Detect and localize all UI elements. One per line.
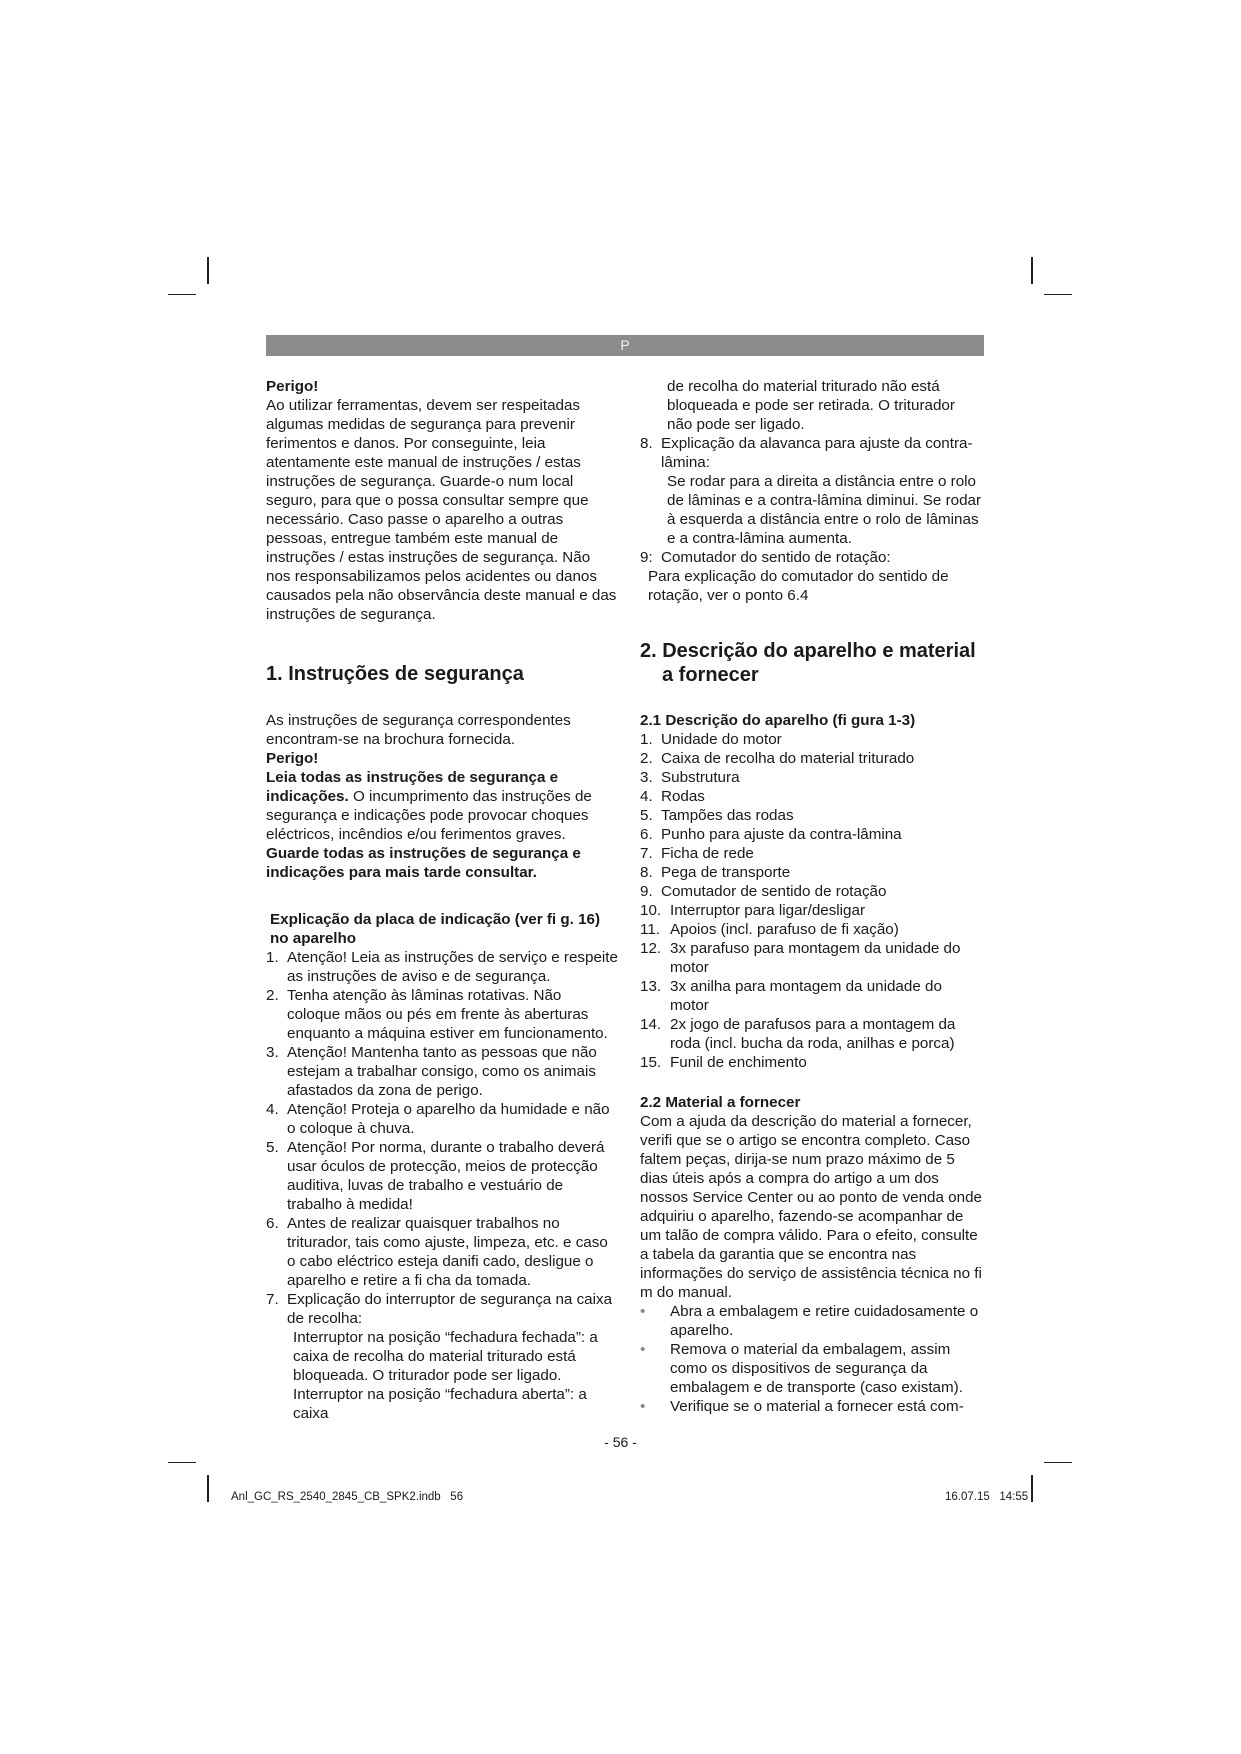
list-item: 6. Antes de realizar quaisquer trabalhos no triturador, tais como ajuste, limpeza, etc. e caso o cabo eléctrico esteja danifi cado, desligue o aparelho e retire a fi cha da tomada. (266, 1215, 608, 1289)
crop-mark (1031, 257, 1033, 284)
list-item: 6. Punho para ajuste da contra-lâmina (640, 826, 902, 843)
list-item: 7. Explicação do interruptor de segurança na caixa de recolha: Interruptor na posição “fechadura fechada”: a caixa de recolha do material triturado está bloqueada. O triturador pode ser ligado. Interruptor na posição “fechadura aberta”: a caixa (266, 1291, 613, 1422)
keep-instructions-paragraph: Guarde todas as instruções de segurança e indicações para mais tarde consultar. (266, 845, 581, 881)
language-code: P (620, 337, 630, 353)
plate-explanation-title: Explicação da placa de indicação (ver fi g. 16) no aparelho (270, 911, 601, 947)
crop-mark (207, 257, 209, 284)
list-item-9: 9: Comutador do sentido de rotação: (640, 549, 891, 566)
read-instructions-text: O incumprimento das instruções de segurança e indicações pode provocar choques eléctricos, incêndios e/ou ferimentos graves. (266, 788, 592, 843)
plate-items-list (266, 948, 618, 1423)
danger-heading: Perigo! (266, 378, 319, 395)
list-item: 11. Apoios (incl. parafuso de fi xação) (640, 921, 899, 938)
list-item: 4. Atenção! Proteja o aparelho da humidade e não o coloque à chuva. (266, 1101, 610, 1137)
bullet-item: • Verifique se o material a fornecer está com- (640, 1398, 964, 1415)
list-item: 13. 3x anilha para montagem da unidade do motor (640, 978, 942, 1014)
list-item: 9. Comutador de sentido de rotação (640, 883, 887, 900)
file-slug: Anl_GC_RS_2540_2845_CB_SPK2.indb 56 (231, 1491, 464, 1503)
list-item: 3. Substrutura (640, 769, 740, 786)
list-item: 2. Caixa de recolha do material triturado (640, 750, 915, 767)
bullet-list (640, 1302, 984, 1416)
list-item: 1. Unidade do motor (640, 731, 782, 748)
read-instructions-paragraph (266, 768, 618, 844)
crop-mark (168, 1462, 196, 1463)
list-item: 7. Ficha de rede (640, 845, 754, 862)
danger-heading-2: Perigo! (266, 750, 319, 767)
list-item: 8. Pega de transporte (640, 864, 791, 881)
read-instructions-bold: Leia todas as instruções de segurança e indicações. (266, 769, 559, 805)
list-item: 12. 3x parafuso para montagem da unidade do motor (640, 940, 961, 976)
page-number: - 56 - (604, 1434, 637, 1450)
section-1-intro: As instruções de segurança correspondentes encontram-se na brochura fornecida. (266, 712, 571, 748)
list-item: 5. Tampões das rodas (640, 807, 794, 824)
list-item: 4. Rodas (640, 788, 705, 805)
danger-paragraph: Ao utilizar ferramentas, devem ser respeitadas algumas medidas de segurança para prevenir ferimentos e danos. Por conseguinte, leia atentamente este manual de instruções / estas instruções de segurança. Guarde-o num local seguro, para que o possa consultar sempre que necessário. Caso passe o aparelho a outras pessoas, entregue também este manual de instruções / estas instruções de segurança. Não nos responsabilizamos pelos acidentes ou danos causados pela não observância deste manual e das instruções de segurança. (266, 397, 617, 623)
section-1-title: 1. Instruções de segurança (266, 663, 524, 685)
list-item: 3. Atenção! Mantenha tanto as pessoas que não estejam a trabalhar consigo, como os animais afastados da zona de perigo. (266, 1044, 597, 1099)
crop-mark (207, 1475, 209, 1502)
list-item: 10. Interruptor para ligar/desligar (640, 902, 866, 919)
crop-mark (1044, 1462, 1072, 1463)
parts-list (640, 730, 984, 1072)
crop-mark (1031, 1475, 1033, 1502)
language-header-bar (266, 335, 984, 356)
crop-mark (168, 294, 196, 295)
list-item: 1. Atenção! Leia as instruções de serviço e respeite as instruções de aviso e de segurança. (266, 949, 618, 985)
subsection-2-2-text: Com a ajuda da descrição do material a fornecer, verifi que se o artigo se encontra completo. Caso faltem peças, dirija-se num prazo máximo de 5 dias úteis após a compra do artigo a um dos nossos Service Center ou ao ponto de venda onde adquiriu o aparelho, fazendo-se acompanhar de um talão de compra válido. Para o efeito, consulte a tabela da garantia que se encontra nas informações do serviço de assistência técnica no fi m do manual. (640, 1113, 982, 1301)
subsection-2-1-title: 2.1 Descrição do aparelho (fi gura 1-3) (640, 712, 916, 729)
date-slug: 16.07.15 14:55 (945, 1491, 1029, 1503)
list-item: 2. Tenha atenção às lâminas rotativas. Não coloque mãos ou pés em frente às aberturas enquanto a máquina estiver em funcionamento. (266, 987, 608, 1042)
left-column (266, 377, 618, 1423)
section-2-title: 2. Descrição do aparelho e material a fornecer (640, 640, 976, 686)
crop-mark (1044, 294, 1072, 295)
right-column (640, 377, 984, 1416)
list-item: 15. Funil de enchimento (640, 1054, 807, 1071)
bullet-item: • Remova o material da embalagem, assim como os dispositivos de segurança da embalagem e de transporte (caso existam). (640, 1341, 963, 1396)
list-item: 14. 2x jogo de parafusos para a montagem da roda (incl. bucha da roda, anilhas e porca) (640, 1016, 956, 1052)
list-item: 5. Atenção! Por norma, durante o trabalho deverá usar óculos de protecção, meios de protecção auditiva, luvas de trabalho e vestuário de trabalho à medida! (266, 1139, 605, 1213)
subsection-2-2-title: 2.2 Material a fornecer (640, 1094, 801, 1111)
list-item-8: 8. Explicação da alavanca para ajuste da contra-lâmina: Se rodar para a direita a distância entre o rolo de lâminas e a contra-lâmina diminui. Se rodar à esquerda a distância entre o rolo de lâminas e a contra-lâmina aumenta. (640, 435, 982, 547)
bullet-item: • Abra a embalagem e retire cuidadosamente o aparelho. (640, 1303, 979, 1339)
list-item-9-sub: Para explicação do comutador do sentido de rotação, ver o ponto 6.4 (648, 568, 949, 604)
continued-text: de recolha do material triturado não está bloqueada e pode ser retirada. O triturador não pode ser ligado. (667, 378, 955, 433)
